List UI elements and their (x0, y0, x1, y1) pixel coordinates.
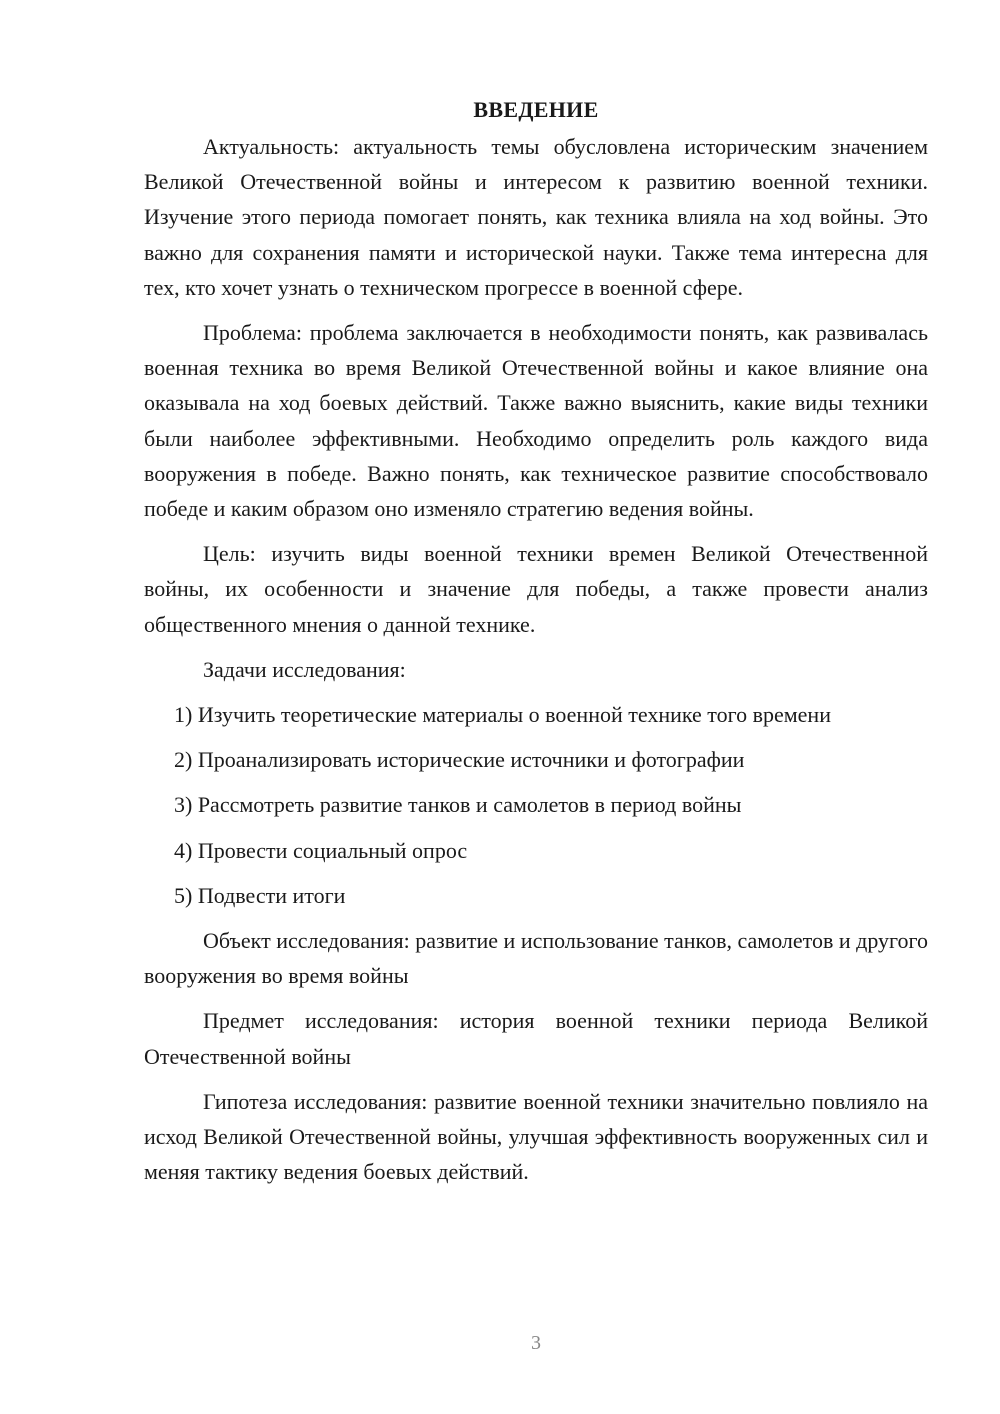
task-item-4: 4) Провести социальный опрос (174, 837, 468, 863)
tasks-list (144, 697, 928, 913)
task-item-3: 3) Рассмотреть развитие танков и самолетов в период войны (174, 792, 742, 818)
problem-paragraph: Проблема: проблема заключается в необходимости понять, как развивалась военная техника во время Великой Отечественной войны и какое влияние она оказывала на ход боевых действий. Также важно выяснить, какие виды техники были наиболее эффективными. Необходимо определить роль каждого вида вооружения в победе. Важно понять, как техническое развитие способствовало победе и каким образом оно изменяло стратегию ведения войны. (144, 320, 928, 522)
page-number: 3 (531, 1332, 541, 1354)
task-item-1: 1) Изучить теоретические материалы о военной технике того времени (174, 702, 831, 728)
relevance-paragraph: Актуальность: актуальность темы обусловлена историческим значением Великой Отечественной войны и интересом к развитию военной техники. Изучение этого периода помогает понять, как техника влияла на ход войны. Это важно для сохранения памяти и исторической науки. Также тема интересна для тех, кто хочет узнать о техническом прогрессе в военной сфере. (144, 134, 928, 300)
hypothesis-paragraph: Гипотеза исследования: развитие военной техники значительно повлияло на исход Великой Отечественной войны, улучшая эффективность вооруженных сил и меняя тактику ведения боевых действий. (144, 1088, 928, 1185)
tasks-label: Задачи исследования: (203, 656, 406, 682)
task-item-5: 5) Подвести итоги (174, 882, 346, 908)
section-title: ВВЕДЕНИЕ (473, 97, 599, 122)
task-item-2: 2) Проанализировать исторические источники и фотографии (174, 747, 745, 773)
object-paragraph: Объект исследования: развитие и использование танков, самолетов и другого вооружения во время войны (144, 928, 928, 989)
subject-paragraph: Предмет исследования: история военной техники периода Великой Отечественной войны (144, 1008, 928, 1069)
document-page (144, 92, 928, 1199)
goal-paragraph: Цель: изучить виды военной техники времен Великой Отечественной войны, их особенности и значение для победы, а также провести анализ общественного мнения о данной технике. (144, 541, 928, 637)
